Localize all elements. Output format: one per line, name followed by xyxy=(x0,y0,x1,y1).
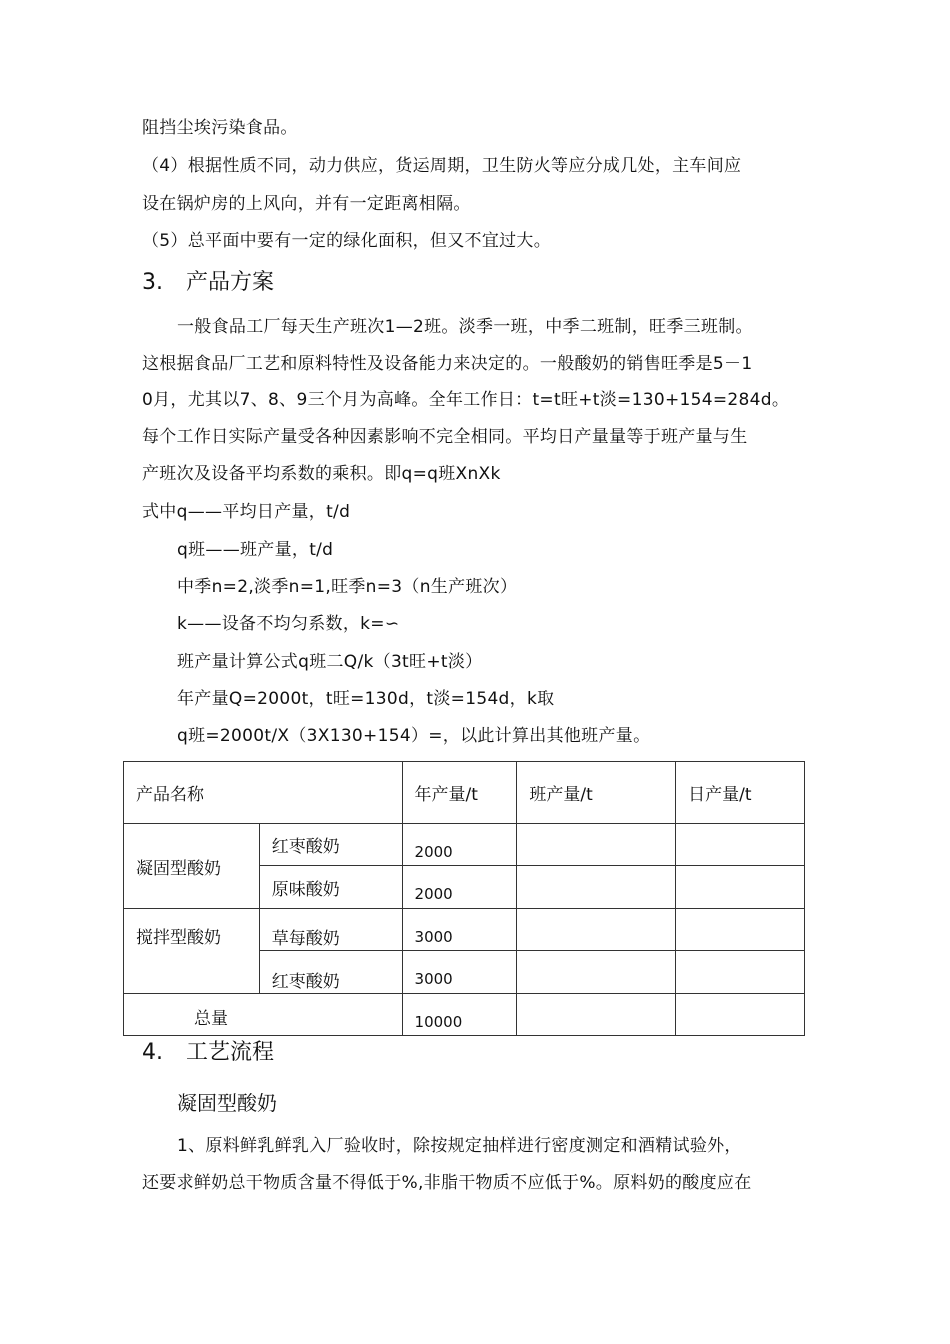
annual-output-value: 2000 xyxy=(414,842,453,861)
annual-output-value: 3000 xyxy=(414,970,453,988)
subsection-heading: 凝固型酸奶 xyxy=(177,1091,277,1115)
text-line: 设在锅炉房的上风向，并有一定距离相隔。 xyxy=(142,194,471,214)
product-name-text: 红枣酸奶 xyxy=(271,971,340,992)
table-row xyxy=(124,824,805,866)
shift-output-cell xyxy=(517,866,676,909)
text-line: 1、原料鲜乳鲜乳入厂验收时，除按规定抽样进行密度测定和酒精试验外， xyxy=(177,1136,742,1156)
section-heading-3 xyxy=(142,268,274,298)
table-header-row xyxy=(124,762,805,824)
daily-output-cell xyxy=(676,866,805,909)
table-total-row xyxy=(124,994,805,1036)
group-name: 凝固型酸奶 xyxy=(124,824,260,909)
text-line: 阻挡尘埃污染食品。 xyxy=(142,118,298,138)
daily-output-cell xyxy=(676,824,805,866)
text-line: 式中q——平均日产量，t/d xyxy=(142,502,351,522)
text-line: 还要求鲜奶总干物质含量不得低于%,非脂干物质不应低于%。原料奶的酸度应在 xyxy=(142,1173,752,1193)
section-number: 3. xyxy=(142,270,163,295)
production-table xyxy=(123,761,805,1036)
header-shift-output: 班产量/t xyxy=(517,762,676,824)
text-line: 这根据食品厂工艺和原料特性及设备能力来决定的。一般酸奶的销售旺季是5－1 xyxy=(142,354,753,374)
annual-output-value: 3000 xyxy=(414,927,453,946)
product-name xyxy=(259,951,402,994)
annual-output-cell xyxy=(402,951,517,994)
text-line: 每个工作日实际产量受各种因素影响不完全相同。平均日产量量等于班产量与生 xyxy=(142,427,748,447)
annual-output-cell xyxy=(402,866,517,909)
text-line: 一般食品工厂每天生产班次1—2班。淡季一班，中季二班制，旺季三班制。 xyxy=(177,317,753,337)
header-annual-output: 年产量/t xyxy=(402,762,517,824)
annual-output-value: 2000 xyxy=(414,885,453,903)
annual-output-cell xyxy=(402,824,517,866)
section-heading-4 xyxy=(142,1038,274,1068)
group-name: 搅拌型酸奶 xyxy=(124,909,260,994)
formula-line: q班——班产量，t/d xyxy=(177,540,334,560)
total-label: 总量 xyxy=(124,994,403,1036)
text-line: 产班次及设备平均系数的乘积。即q=q班XnXk xyxy=(142,464,501,484)
total-annual-value: 10000 xyxy=(414,1012,463,1031)
text-line: （4）根据性质不同，动力供应，货运周期，卫生防火等应分成几处，主车间应 xyxy=(142,156,742,176)
daily-output-cell xyxy=(676,994,805,1036)
formula-line: k——设备不均匀系数，k=∽ xyxy=(177,614,400,634)
daily-output-cell xyxy=(676,909,805,951)
product-name: 红枣酸奶 xyxy=(259,824,402,866)
section-title: 产品方案 xyxy=(186,270,275,295)
formula-line: 年产量Q=2000t，t旺=130d，t淡=154d，k取 xyxy=(177,689,555,709)
text-line: （5）总平面中要有一定的绿化面积，但又不宜过大。 xyxy=(142,231,552,251)
text-line: 0月，尤其以7、8、9三个月为高峰。全年工作日：t=t旺+t淡=130+154=284d。 xyxy=(142,390,790,410)
formula-line: 班产量计算公式q班二Q/k（3t旺+t淡） xyxy=(177,652,483,672)
daily-output-cell xyxy=(676,951,805,994)
formula-line: q班=2000t/X（3X130+154）=，以此计算出其他班产量。 xyxy=(177,726,651,746)
shift-output-cell xyxy=(517,994,676,1036)
formula-line: 中季n=2,淡季n=1,旺季n=3（n生产班次） xyxy=(177,577,518,597)
header-product-name: 产品名称 xyxy=(124,762,403,824)
table-row xyxy=(124,909,805,951)
product-name xyxy=(259,909,402,951)
section-title: 工艺流程 xyxy=(186,1040,275,1065)
shift-output-cell xyxy=(517,909,676,951)
product-name-text: 草每酸奶 xyxy=(271,929,340,949)
shift-output-cell xyxy=(517,824,676,866)
section-number: 4. xyxy=(142,1040,163,1065)
shift-output-cell xyxy=(517,951,676,994)
product-name: 原味酸奶 xyxy=(259,866,402,909)
header-daily-output: 日产量/t xyxy=(676,762,805,824)
annual-output-cell xyxy=(402,994,517,1036)
annual-output-cell xyxy=(402,909,517,951)
